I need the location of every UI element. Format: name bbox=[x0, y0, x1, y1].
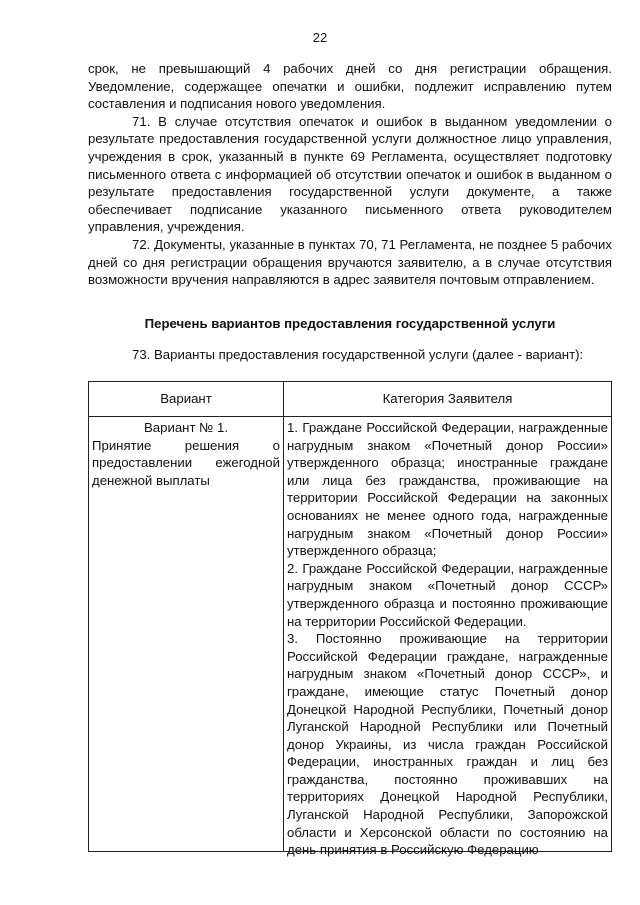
header-applicant-category: Категория Заявителя bbox=[284, 382, 612, 417]
category-cell bbox=[284, 417, 612, 858]
category-item-1: 1. Граждане Российской Федерации, награжденные нагрудным знаком «Почетный донор России» утвержденного образца; иностранные граждане или лица без гражданства, проживающие на территории Российской Федерации на законных основаниях не менее одного года, награжденные нагрудным знаком «Почетный донор России» утвержденного образца; bbox=[287, 420, 608, 559]
variant-description: Принятие решения о предоставлении ежегодной денежной выплаты bbox=[92, 437, 280, 488]
paragraph-continuation: срок, не превышающий 4 рабочих дней со дня регистрации обращения. Уведомление, содержащее опечатки и ошибки, подлежит исправлению путем составления и подписания нового уведомления. bbox=[88, 61, 612, 112]
variants-table bbox=[88, 381, 612, 858]
variant-cell bbox=[89, 417, 284, 852]
table-row bbox=[89, 417, 612, 852]
document-body bbox=[88, 60, 612, 376]
variant-title: Вариант № 1. bbox=[144, 420, 228, 435]
paragraph-71: 71. В случае отсутствия опечаток и ошибок в выданном уведомлении о результате предоставления государственной услуги должностное лицо управления, учреждения в срок, указанный в пункте 69 Регламента, осуществляет подготовку письменного ответа с информацией об отсутствии опечаток и ошибок в выданном о результате предоставления государственной услуги документе, а также обеспечивает подписание указанного письменного ответа руководителем управления, учреждения. bbox=[88, 113, 612, 235]
category-list bbox=[287, 419, 608, 858]
category-item-3: 3. Постоянно проживающие на территории Российской Федерации граждане, награжденные нагрудным знаком «Почетный донор СССР», и граждане, имеющие статус Почетный донор Донецкой Народной Республики, Почетный донор Луганской Народной Республики или Почетный донор Украины, из числа граждан Российской Федерации, иностранных граждан и лиц без гражданства, постоянно проживавших на территориях Донецкой Народной Республики, Луганской Народной Республики, Запорожской области и Херсонской области по состоянию на день принятия в Российскую Федерацию bbox=[287, 631, 608, 858]
section-heading: Перечень вариантов предоставления государственной услуги bbox=[144, 315, 556, 331]
category-item-2: 2. Граждане Российской Федерации, награжденные нагрудным знаком «Почетный донор СССР» утвержденного образца и постоянно проживающие на территории Российской Федерации. bbox=[287, 560, 608, 629]
header-variant: Вариант bbox=[89, 382, 284, 417]
paragraph-73-intro: 73. Варианты предоставления государственной услуги (далее - вариант): bbox=[132, 347, 584, 363]
page-number: 22 bbox=[312, 30, 328, 45]
paragraph-72: 72. Документы, указанные в пунктах 70, 71 Регламента, не позднее 5 рабочих дней со дня регистрации обращения вручаются заявителю, а в случае отсутствия возможности вручения направляются в адрес заявителя почтовым отправлением. bbox=[88, 236, 612, 288]
table-header-row bbox=[89, 382, 612, 417]
